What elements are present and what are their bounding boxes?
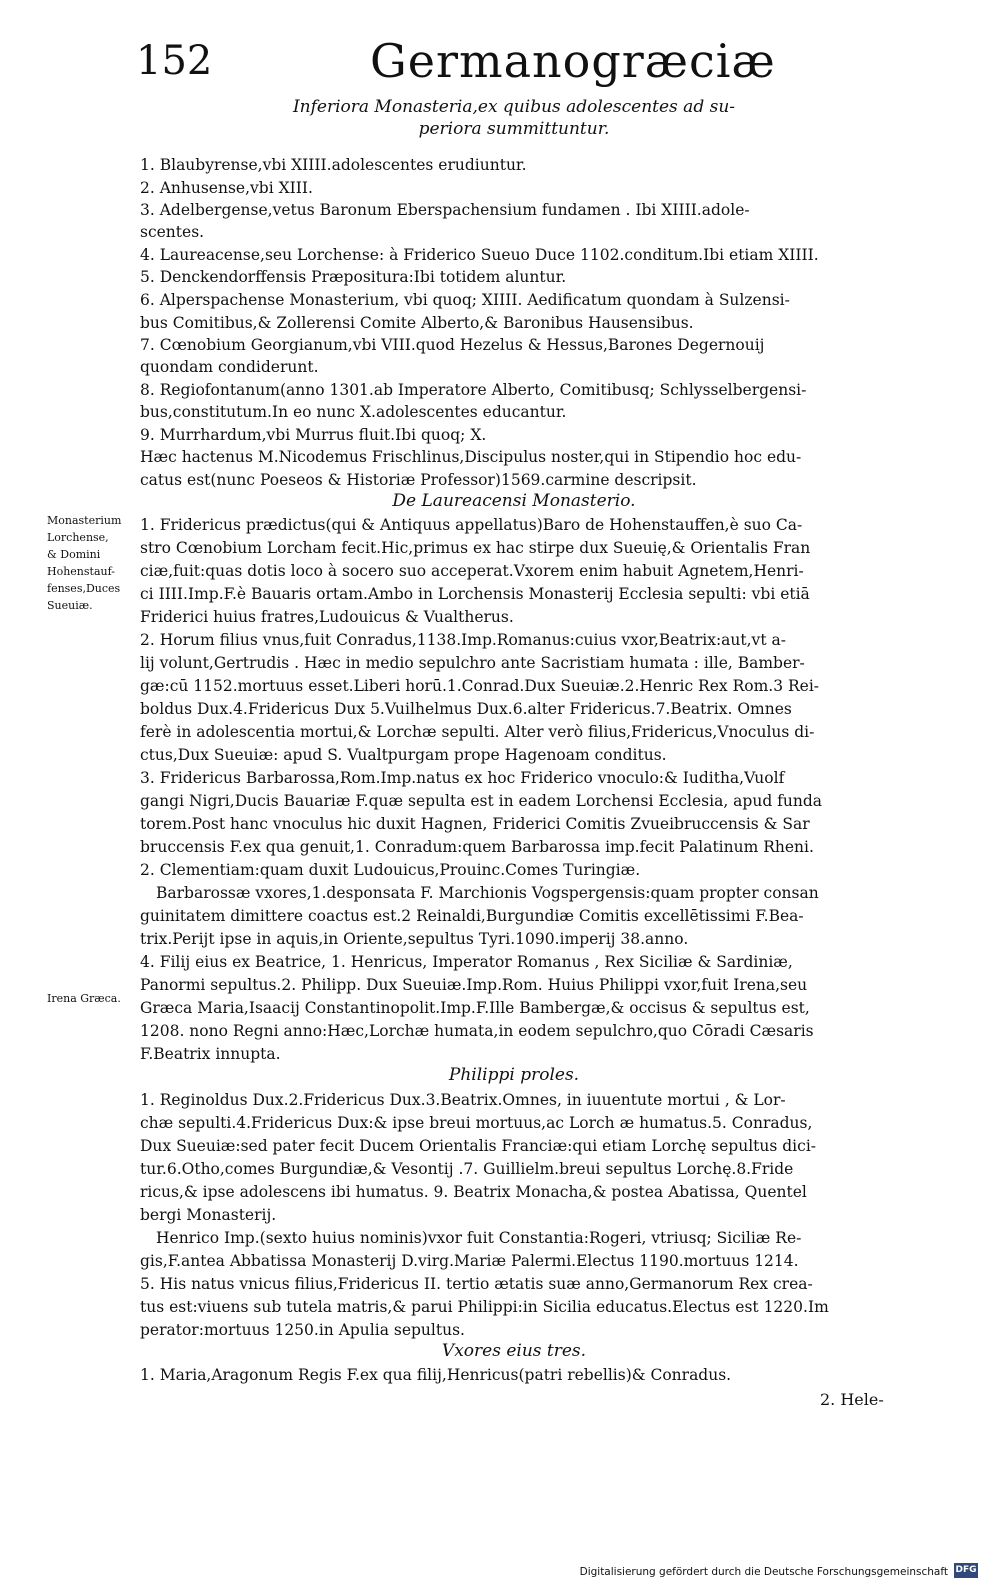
text-line: 1208. nono Regni anno:Hæc,Lorchæ humata,in eodem sepulchro,quo Cōradi Cæsaris (140, 1022, 814, 1040)
running-head: Germanogræciæ (370, 34, 776, 88)
text-line: boldus Dux.4.Fridericus Dux 5.Vuilhelmus Dux.6.alter Fridericus.7.Beatrix. Omnes (140, 700, 792, 718)
text-line: stro Cœnobium Lorcham fecit.Hic,primus ex hac stirpe dux Sueuię,& Orientalis Fran (140, 539, 811, 557)
text-line: 3. Adelbergense,vetus Baronum Eberspachensium fundamen . Ibi XIIII.adole- (140, 201, 750, 219)
text-line: catus est(nunc Poeseos & Historiæ Professor)1569.carmine descripsit. (140, 471, 697, 489)
section-heading: Vxores eius tres. (441, 1341, 587, 1361)
text-line: Henrico Imp.(sexto huius nominis)vxor fuit Constantia:Rogeri, vtriusq; Siciliæ Re- (156, 1229, 802, 1247)
text-line: tur.6.Otho,comes Burgundiæ,& Vesontij .7. Guillielm.breui sepultus Lorchę.8.Fride (140, 1160, 794, 1178)
text-line: 1. Blaubyrense,vbi XIIII.adolescentes erudiuntur. (140, 156, 527, 174)
text-line: 8. Regiofontanum(anno 1301.ab Imperatore Alberto, Comitibusq; Schlysselbergensi- (140, 381, 807, 399)
text-line: guinitatem dimittere coactus est.2 Reinaldi,Burgundiæ Comitis excellētissimi F.Bea- (140, 907, 804, 925)
text-line: Græca Maria,Isaacij Constantinopolit.Imp.F.Ille Bambergæ,& occisus & sepultus est, (140, 999, 810, 1017)
text-line: 2. Horum filius vnus,fuit Conradus,1138.Imp.Romanus:cuius vxor,Beatrix:aut,vt a- (140, 631, 786, 649)
text-line: Hæc hactenus M.Nicodemus Frischlinus,Discipulus noster,qui in Stipendio hoc edu- (140, 448, 802, 466)
catchword: 2. Hele- (820, 1390, 884, 1409)
text-line: ricus,& ipse adolescens ibi humatus. 9. Beatrix Monacha,& postea Abatissa, Quentel (140, 1183, 807, 1201)
text-line: F.Beatrix innupta. (140, 1045, 281, 1063)
dfg-logo-icon: DFG (954, 1563, 978, 1578)
text-line: gæ:cū 1152.mortuus esset.Liberi horū.1.Conrad.Dux Sueuiæ.2.Henric Rex Rom.3 Rei- (140, 677, 820, 695)
text-line: 9. Murrhardum,vbi Murrus fluit.Ibi quoq; X. (140, 426, 487, 444)
text-line: 1. Reginoldus Dux.2.Fridericus Dux.3.Beatrix.Omnes, in iuuentute mortui , & Lor- (140, 1091, 786, 1109)
text-line: Dux Sueuiæ:sed pater fecit Ducem Orientalis Franciæ:qui etiam Lorchę sepultus dici- (140, 1137, 817, 1155)
section-heading: periora summittuntur. (418, 119, 610, 139)
margin-note: fenses,Duces (47, 582, 121, 595)
text-line: 7. Cœnobium Georgianum,vbi VIII.quod Hezelus & Hessus,Barones Degernouij (140, 336, 765, 354)
text-line: bergi Monasterij. (140, 1206, 277, 1224)
text-line: 1. Maria,Aragonum Regis F.ex qua filij,Henricus(patri rebellis)& Conradus. (140, 1366, 732, 1384)
text-line: 2. Anhusense,vbi XIII. (140, 179, 313, 197)
text-line: 4. Filij eius ex Beatrice, 1. Henricus, Imperator Romanus , Rex Siciliæ & Sardiniæ, (140, 953, 793, 971)
margin-note: Hohenstauf- (47, 565, 115, 578)
text-line: torem.Post hanc vnoculus hic duxit Hagnen, Friderici Comitis Zvueibruccensis & Sar (140, 815, 810, 833)
text-line: 5. His natus vnicus filius,Fridericus II. tertio ætatis suæ anno,Germanorum Rex crea- (140, 1275, 813, 1293)
text-line: bruccensis F.ex qua genuit,1. Conradum:quem Barbarossa imp.fecit Palatinum Rheni. (140, 838, 814, 856)
text-line: 5. Denckendorffensis Præpositura:Ibi totidem aluntur. (140, 268, 567, 286)
margin-note: & Domini (47, 548, 101, 561)
text-line: 4. Laureacense,seu Lorchense: à Friderico Sueuo Duce 1102.conditum.Ibi etiam XIIII. (140, 246, 819, 264)
text-line: quondam condiderunt. (140, 358, 319, 376)
text-line: 1. Fridericus prædictus(qui & Antiquus appellatus)Baro de Hohenstauffen,è suo Ca- (140, 516, 803, 534)
text-line: bus,constitutum.In eo nunc X.adolescentes educantur. (140, 403, 567, 421)
text-line: gangi Nigri,Ducis Bauariæ F.quæ sepulta est in eadem Lorchensi Ecclesia, apud funda (140, 792, 823, 810)
text-line: ciæ,fuit:quas dotis loco à socero suo acceperat.Vxorem enim habuit Agnetem,Henri- (140, 562, 804, 580)
text-line: tus est:viuens sub tutela matris,& parui Philippi:in Sicilia educatus.Electus est 1220.Im (140, 1298, 829, 1316)
text-line: perator:mortuus 1250.in Apulia sepultus. (140, 1321, 465, 1339)
margin-note: Irena Græca. (47, 992, 121, 1005)
text-line: scentes. (140, 223, 205, 241)
section-heading: De Laureacensi Monasterio. (392, 491, 636, 511)
footer-credit: Digitalisierung gefördert durch die Deutsche Forschungsgemeinschaft (579, 1566, 948, 1578)
text-line: 3. Fridericus Barbarossa,Rom.Imp.natus ex hoc Friderico vnoculo:& Iuditha,Vuolf (140, 769, 785, 787)
text-line: Barbarossæ vxores,1.desponsata F. Marchionis Vogspergensis:quam propter consan (156, 884, 819, 902)
section-heading: Inferiora Monasteria,ex quibus adolescentes ad su- (292, 97, 736, 117)
margin-note: Sueuiæ. (47, 599, 93, 612)
margin-note: Lorchense, (47, 531, 109, 544)
text-line: 6. Alperspachense Monasterium, vbi quoq; XIIII. Aedificatum quondam à Sulzensi- (140, 291, 790, 309)
text-line: ci IIII.Imp.F.è Bauaris ortam.Ambo in Lorchensis Monasterij Ecclesia sepulti: vbi etiā (140, 585, 810, 603)
text-line: 2. Clementiam:quam duxit Ludouicus,Prouinc.Comes Turingiæ. (140, 861, 641, 879)
text-line: Friderici huius fratres,Ludouicus & Vualtherus. (140, 608, 514, 626)
text-line: ferè in adolescentia mortui,& Lorchæ sepulti. Alter verò filius,Fridericus,Vnoculus di- (140, 723, 815, 741)
text-line: Panormi sepultus.2. Philipp. Dux Sueuiæ.Imp.Rom. Huius Philippi vxor,fuit Irena,seu (140, 976, 808, 994)
text-line: trix.Perijt ipse in aquis,in Oriente,sepultus Tyri.1090.imperij 38.anno. (140, 930, 689, 948)
text-line: lij volunt,Gertrudis . Hæc in medio sepulchro ante Sacristiam humata : ille, Bamber- (140, 654, 805, 672)
page-number: 152 (136, 38, 213, 84)
margin-note: Monasterium (47, 514, 122, 527)
text-line: chæ sepulti.4.Fridericus Dux:& ipse breui mortuus,ac Lorch æ humatus.5. Conradus, (140, 1114, 813, 1132)
section-heading: Philippi proles. (448, 1065, 580, 1085)
text-line: gis,F.antea Abbatissa Monasterij D.virg.Mariæ Palermi.Electus 1190.mortuus 1214. (140, 1252, 799, 1270)
text-line: bus Comitibus,& Zollerensi Comite Alberto,& Baronibus Hausensibus. (140, 314, 694, 332)
text-line: ctus,Dux Sueuiæ: apud S. Vualtpurgam prope Hagenoam conditus. (140, 746, 667, 764)
